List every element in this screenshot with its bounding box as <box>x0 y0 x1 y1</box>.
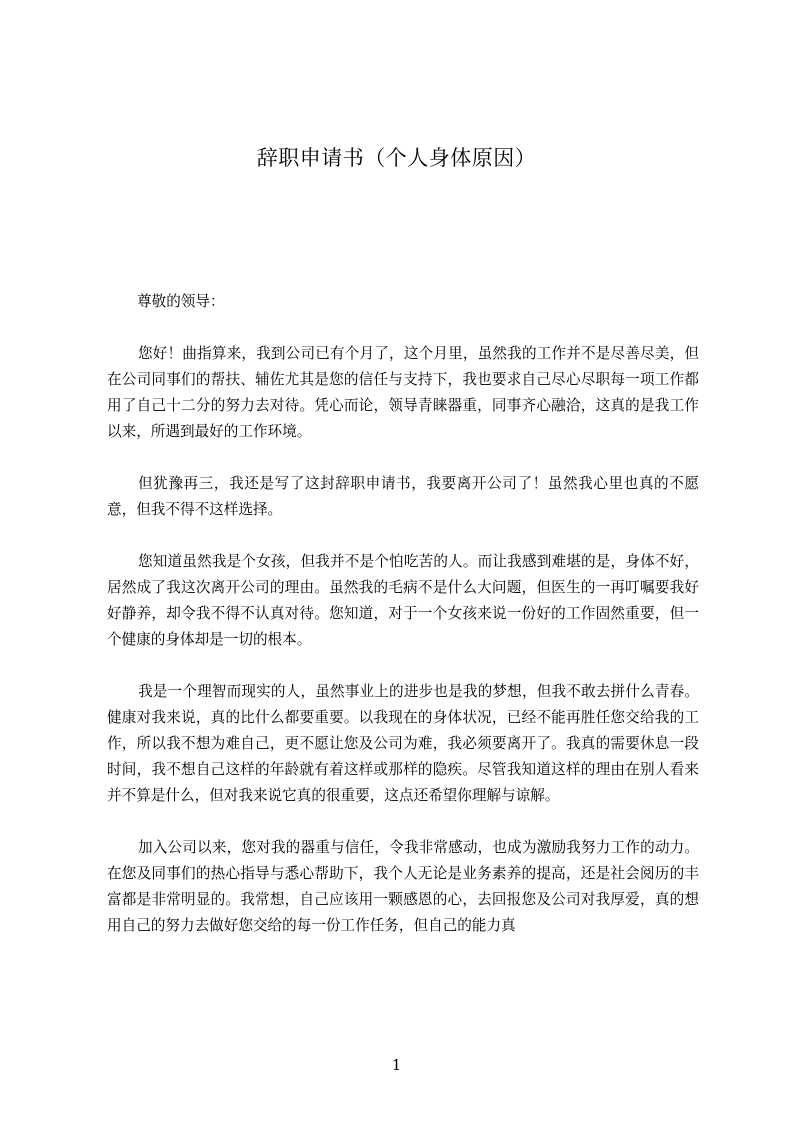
page-title: 辞职申请书（个人身体原因） <box>256 146 537 170</box>
paragraph-5: 加入公司以来，您对我的器重与信任，令我非常感动，也成为激励我努力工作的动力。在您及同事们的热心指导与悉心帮助下，我个人无论是业务素养的提高，还是社会阅历的丰富都是非常明显的。我常想，自己应该用一颗感恩的心，去回报您及公司对我厚爱，真的想用自己的努力去做好您交给的每一份工作任务，但自己的能力真 <box>107 839 699 934</box>
paragraph-1: 您好！曲指算来，我到公司已有个月了，这个月里，虽然我的工作并不是尽善尽美，但在公司同事们的帮扶、辅佐尤其是您的信任与支持下，我也要求自己尽心尽职每一项工作都用了自己十二分的努力去对待。凭心而论，领导青睐器重，同事齐心融洽，这真的是我工作以来，所遇到最好的工作环境。 <box>107 345 699 440</box>
letter-body <box>107 289 699 939</box>
page-number: 1 <box>391 1056 402 1074</box>
salutation: 尊敬的领导： <box>137 293 225 310</box>
paragraph-3: 您知道虽然我是个女孩，但我并不是个怕吃苦的人。而让我感到难堪的是，身体不好，居然成了我这次离开公司的理由。虽然我的毛病不是什么大问题，但医生的一再叮嘱要我好好静养，却令我不得不认真对待。您知道，对于一个女孩来说一份好的工作固然重要，但一个健康的身体却是一切的根本。 <box>107 553 699 648</box>
paragraph-4: 我是一个理智而现实的人，虽然事业上的进步也是我的梦想，但我不敢去拼什么青春。健康对我来说，真的比什么都要重要。以我现在的身体状况，已经不能再胜任您交给我的工作，所以我不想为难自己，更不愿让您及公司为难，我必须要离开了。我真的需要休息一段时间，我不想自己这样的年龄就有着这样或那样的隐疾。尽管我知道这样的理由在别人看来并不算是什么，但对我来说它真的很重要，这点还希望你理解与谅解。 <box>107 683 699 804</box>
paragraph-2: 但犹豫再三，我还是写了这封辞职申请书，我要离开公司了！虽然我心里也真的不愿意，但我不得不这样选择。 <box>107 475 699 518</box>
